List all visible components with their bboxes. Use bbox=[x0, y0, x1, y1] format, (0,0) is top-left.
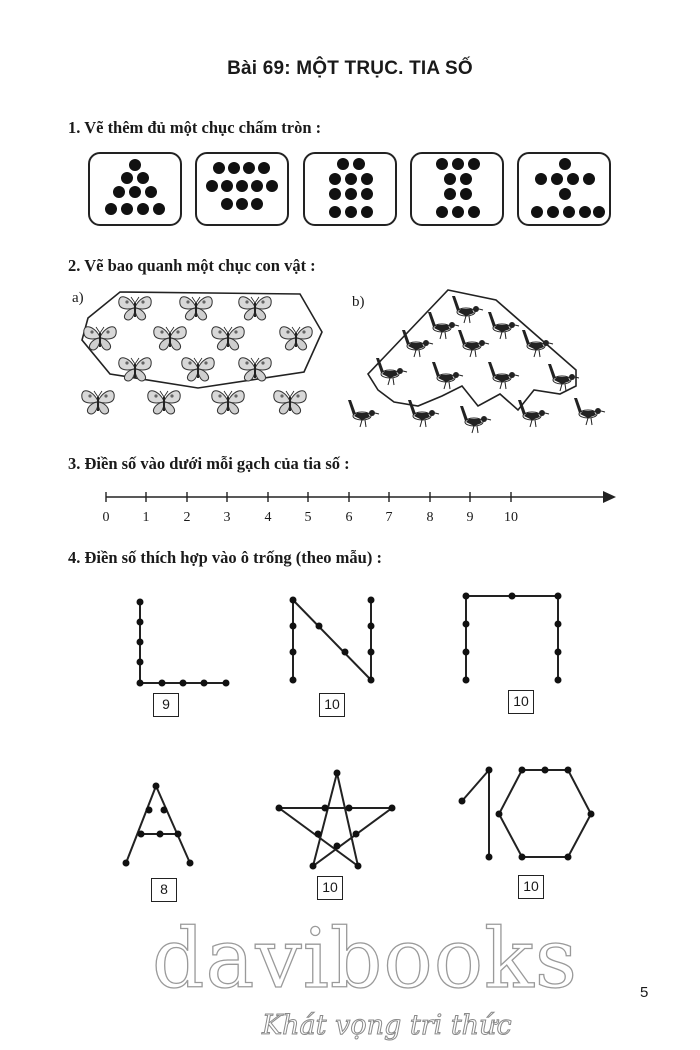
watermark-slogan: Khát vọng tri thức bbox=[262, 1010, 512, 1041]
tick-label: 2 bbox=[183, 510, 191, 525]
question-4-text: 4. Điền số thích hợp vào ô trống (theo mẫu) : bbox=[68, 548, 382, 567]
page-number: 5 bbox=[640, 984, 649, 1001]
dot-box-4[interactable] bbox=[410, 152, 504, 226]
answer-box-n[interactable]: 10 bbox=[319, 693, 345, 717]
tick-label: 9 bbox=[466, 510, 474, 525]
butterfly-icon bbox=[154, 327, 186, 350]
tick-label: 7 bbox=[385, 510, 393, 525]
bird-icon bbox=[432, 362, 463, 389]
tick-label: 8 bbox=[426, 510, 434, 525]
watermark-brand: davibooks bbox=[152, 912, 578, 1007]
butterfly-icon bbox=[84, 327, 116, 350]
tick-label: 5 bbox=[304, 510, 312, 525]
butterfly-icon bbox=[119, 358, 151, 381]
bird-icon bbox=[460, 406, 491, 433]
bird-icon bbox=[458, 330, 489, 357]
tick-label: 3 bbox=[223, 510, 231, 525]
page-title: Bài 69: MỘT TRỤC. TIA SỐ bbox=[227, 58, 473, 79]
dot-figures bbox=[100, 580, 620, 890]
tick-label: 6 bbox=[345, 510, 353, 525]
tick-label: 4 bbox=[264, 510, 272, 525]
question-3-text: 3. Điền số vào dưới mỗi gạch của tia số : bbox=[68, 454, 350, 473]
butterfly-icon bbox=[182, 358, 214, 381]
answer-box-p[interactable]: 10 bbox=[508, 690, 534, 714]
answer-box-l[interactable]: 9 bbox=[153, 693, 179, 717]
butterfly-icon bbox=[212, 391, 244, 414]
bird-icon bbox=[574, 398, 605, 425]
dot-pattern-triangle bbox=[90, 154, 184, 228]
tick-label: 1 bbox=[142, 510, 150, 525]
dot-box-3[interactable] bbox=[303, 152, 397, 226]
butterfly-icon bbox=[212, 327, 244, 350]
butterfly-icon bbox=[274, 391, 306, 414]
question-2-text: 2. Vẽ bao quanh một chục con vật : bbox=[68, 256, 316, 275]
butterfly-icon bbox=[280, 327, 312, 350]
butterfly-group[interactable] bbox=[70, 280, 340, 430]
number-ray bbox=[98, 485, 620, 509]
answer-box-a[interactable]: 8 bbox=[151, 878, 177, 902]
butterfly-icon bbox=[180, 297, 212, 320]
question-1-text: 1. Vẽ thêm đủ một chục chấm tròn : bbox=[68, 118, 322, 137]
bird-icon bbox=[522, 330, 553, 357]
dot-box-1[interactable] bbox=[88, 152, 182, 226]
dot-pattern-rows bbox=[197, 154, 291, 228]
dot-box-2[interactable] bbox=[195, 152, 289, 226]
butterfly-icon bbox=[148, 391, 180, 414]
tick-label: 10 bbox=[504, 510, 518, 525]
butterfly-icon bbox=[239, 297, 271, 320]
label-b: b) bbox=[352, 294, 365, 310]
bird-icon bbox=[348, 400, 379, 427]
bird-group[interactable] bbox=[348, 282, 610, 447]
dot-pattern-diamond bbox=[519, 154, 613, 228]
bird-icon bbox=[452, 296, 483, 323]
dot-pattern-i-shape bbox=[412, 154, 506, 228]
bird-icon bbox=[376, 358, 407, 385]
answer-box-ten[interactable]: 10 bbox=[518, 875, 544, 899]
bird-icon bbox=[488, 362, 519, 389]
dot-box-5[interactable] bbox=[517, 152, 611, 226]
label-a: a) bbox=[72, 290, 84, 306]
answer-box-star[interactable]: 10 bbox=[317, 876, 343, 900]
tick-label: 0 bbox=[102, 510, 110, 525]
butterfly-icon bbox=[82, 391, 114, 414]
bird-icon bbox=[428, 312, 459, 339]
butterfly-icon bbox=[119, 297, 151, 320]
dot-pattern-columns bbox=[305, 154, 399, 228]
